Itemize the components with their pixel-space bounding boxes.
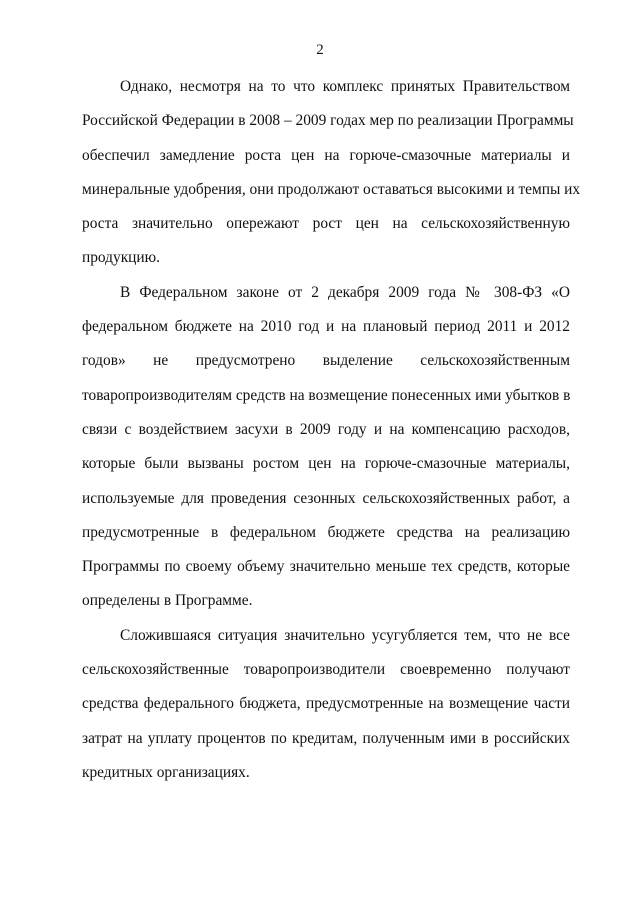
text-line: обеспечил замедление роста цен на горюче-смазочные материалы и (82, 146, 570, 164)
text-line: затрат на уплату процентов по кредитам, полученным ими в российских (82, 729, 570, 747)
text-line: минеральные удобрения, они продолжают оставаться высокими и темпы их (82, 180, 581, 198)
text-line: Однако, несмотря на то что комплекс принятых Правительством (120, 78, 570, 95)
paragraph-3 (82, 619, 570, 790)
text-line: роста значительно опережают рост цен на сельскохозяйственную (82, 215, 570, 233)
paragraph-1 (82, 70, 581, 276)
text-line: федеральном бюджете на 2010 год и на плановый период 2011 и 2012 (82, 318, 570, 336)
text-line: предусмотренные в федеральном бюджете средства на реализацию (82, 523, 570, 541)
page-number: 2 (316, 42, 324, 58)
text-line: Программы по своему объему значительно меньше тех средств, которые (82, 558, 570, 576)
text-line: сельскохозяйственные товаропроизводители своевременно получают (82, 661, 570, 679)
document-body (82, 70, 581, 790)
text-line: продукцию. (82, 249, 161, 267)
text-line: используемые для проведения сезонных сельскохозяйственных работ, а (82, 489, 570, 507)
text-line: товаропроизводителям средств на возмещение понесенных ими убытков в (82, 386, 571, 404)
text-line: Российской Федерации в 2008 – 2009 годах мер по реализации Программы (82, 112, 574, 130)
text-line: В Федеральном законе от 2 декабря 2009 года № 308-ФЗ «О (120, 283, 570, 301)
text-line: которые были вызваны ростом цен на горюче-смазочные материалы, (82, 455, 570, 473)
text-line: средства федерального бюджета, предусмотренные на возмещение части (82, 695, 570, 713)
paragraph-2 (82, 276, 570, 619)
text-line: кредитных организациях. (82, 763, 250, 781)
text-line: связи с воздействием засухи в 2009 году и на компенсацию расходов, (82, 420, 570, 438)
text-line: Сложившаяся ситуация значительно усугубляется тем, что не все (120, 626, 570, 644)
text-line: определены в Программе. (82, 592, 253, 610)
text-line: годов» не предусмотрено выделение сельскохозяйственным (82, 352, 570, 370)
